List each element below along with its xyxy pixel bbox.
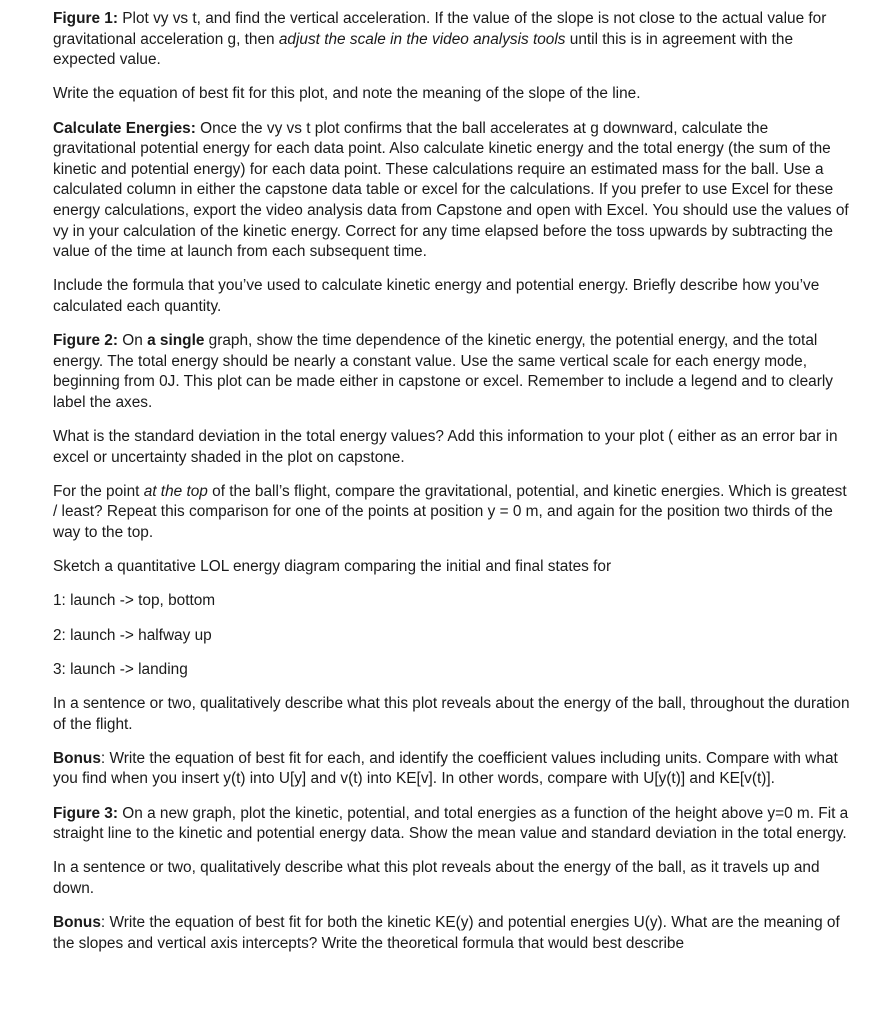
figure-2-label: Figure 2: [53, 332, 118, 350]
formula-paragraph: Include the formula that you’ve used to calculate kinetic energy and potential energy. Briefly describe how you’ve calculated each quantity. [53, 277, 820, 315]
list-item: 3: launch -> landing [53, 660, 188, 678]
bonus-1-label: Bonus [53, 749, 101, 767]
compare-paragraph [53, 482, 853, 544]
document-body [53, 9, 853, 968]
calculate-energies-text: Once the vy vs t plot confirms that the ball accelerates at g downward, calculate the gravitational potential energy for each data point. Also calculate kinetic energy and the total energy (the sum of the kinetic and potential energy) for each data point. These calculations require an estimated mass for the ball. Use a calculated column in either the capstone data table or excel for the calculations. If you prefer to use Excel for these energy calculations, export the video analysis data from Capstone and open with Excel. You should use the values of vy in your calculation of the kinetic energy. Correct for any time elapsed before the toss upwards by subtracting the value of the time at launch from each subsequent time. [53, 119, 849, 261]
qualitative-paragraph-1: In a sentence or two, qualitatively describe what this plot reveals about the energy of the ball, throughout the duration of the flight. [53, 694, 850, 733]
figure-2-text-b: graph, show the time dependence of the kinetic energy, the potential energy, and the total energy. The total energy should be nearly a constant value. Use the same vertical scale for each energy mode, beginning from 0J. This plot can be made either in capstone or excel. Remember to include a legend and to clearly label the axes. [53, 332, 833, 411]
figure-1-text-b: until this is in agreement with the expected value. [53, 30, 794, 69]
figure-1-emphasis: adjust the scale in the video analysis tools [278, 30, 566, 48]
bonus-2-paragraph [53, 913, 853, 954]
bonus-2-text: : Write the equation of best fit for both the kinetic KE(y) and potential energies U(y). What are the meaning of the slopes and vertical axis intercepts? Write the theoretical formula that would best describe [53, 914, 840, 952]
figure-2-strong: a single [147, 332, 205, 350]
qualitative-paragraph-2: In a sentence or two, qualitatively describe what this plot reveals about the energy of the ball, as it travels up and down. [53, 859, 820, 897]
standard-deviation-paragraph: What is the standard deviation in the total energy values? Add this information to your plot ( either as an error bar in excel or uncertainty shaded in the plot on capstone. [53, 428, 838, 466]
calculate-energies-label: Calculate Energies: [53, 119, 196, 137]
list-item: 2: launch -> halfway up [53, 626, 212, 644]
bonus-2-label: Bonus [53, 914, 101, 932]
best-fit-paragraph: Write the equation of best fit for this plot, and note the meaning of the slope of the line. [53, 85, 641, 103]
bonus-1-text: : Write the equation of best fit for each, and identify the coefficient values including units. Compare with what you find when you insert y(t) into U[y] and v(t) into KE[v]. In other words, compare with U[y(t)] and KE[v(t)]. [53, 749, 838, 788]
figure-1-text-a: Plot vy vs t, and find the vertical acceleration. If the value of the slope is not close to the actual value for gravitational acceleration g, then [53, 10, 827, 48]
figure-3-label: Figure 3: [53, 804, 118, 822]
figure-2-text-a: On [118, 332, 148, 350]
bonus-1-paragraph [53, 749, 853, 790]
compare-text-b: of the ball’s flight, compare the gravitational, potential, and kinetic energies. Which is greatest / least? Repeat this comparison for one of the points at position y = 0 m, and again for the position two thirds of the way to the top. [53, 482, 847, 542]
sketch-paragraph: Sketch a quantitative LOL energy diagram comparing the initial and final states for [53, 558, 612, 576]
figure-3-text: On a new graph, plot the kinetic, potential, and total energies as a function of the height above y=0 m. Fit a straight line to the kinetic and potential energy data. Show the mean value and standard deviation in the total energy. [53, 804, 849, 843]
compare-emphasis: at the top [143, 482, 208, 500]
figure-1-paragraph [53, 9, 853, 71]
calculate-energies-paragraph [53, 119, 853, 263]
compare-text-a: For the point [53, 482, 144, 500]
figure-1-label: Figure 1: [53, 10, 118, 27]
figure-3-paragraph [53, 804, 853, 845]
list-item: 1: launch -> top, bottom [53, 592, 216, 610]
figure-2-paragraph [53, 331, 853, 413]
